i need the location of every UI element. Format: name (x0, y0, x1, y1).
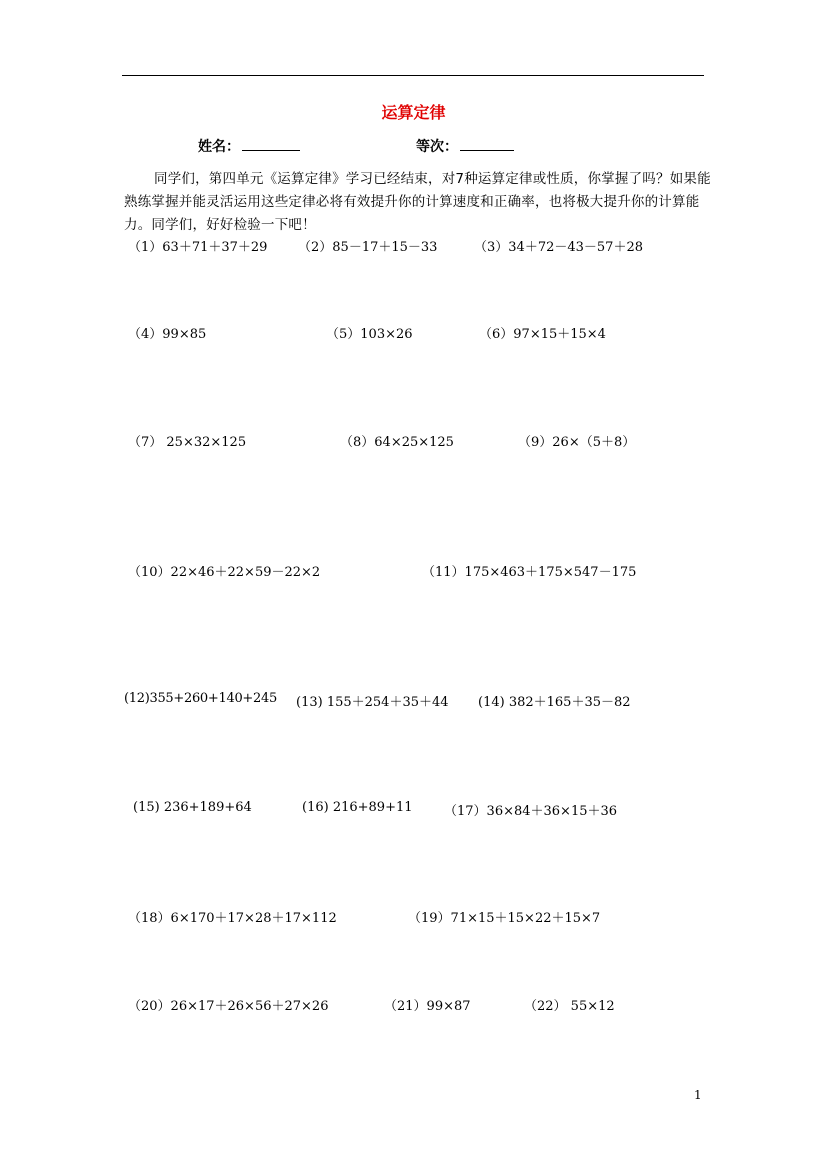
problem-15: (15) 236+189+64 (133, 800, 252, 815)
problem-7: （7） 25×32×125 (128, 435, 247, 450)
problem-1: （1）63＋71＋37＋29 (128, 240, 268, 255)
problem-2: （2）85－17＋15－33 (298, 240, 438, 255)
problem-5: （5）103×26 (326, 327, 413, 342)
problem-12: (12)355+260+140+245 (124, 691, 277, 706)
problem-3: （3）34＋72－43－57＋28 (474, 240, 643, 255)
name-blank (242, 136, 300, 151)
name-label: 姓名： (198, 139, 240, 155)
problem-13: (13) 155＋254＋35＋44 (296, 695, 449, 710)
grade-field (416, 136, 514, 156)
problem-10: （10）22×46＋22×59－22×2 (128, 565, 321, 580)
problem-4: （4）99×85 (128, 327, 207, 342)
page-title: 运算定律 (381, 103, 446, 122)
intro-paragraph: 同学们，第四单元《运算定律》学习已经结束，对7种运算定律或性质，你掌握了吗？如果能熟练掌握并能灵活运用这些定律必将有效提升你的计算速度和正确率，也将极大提升你的计算能力。同学们，好好检验一下吧！ (124, 171, 711, 233)
problem-18: （18）6×170＋17×28＋17×112 (128, 911, 337, 926)
grade-label: 等次： (416, 139, 458, 155)
problem-21: （21）99×87 (384, 999, 471, 1014)
problem-8: （8）64×25×125 (340, 435, 454, 450)
problem-22: （22） 55×12 (524, 999, 615, 1014)
problem-9: （9）26×（5＋8） (518, 435, 636, 450)
header-rule (122, 75, 704, 76)
problem-6: （6）97×15＋15×4 (479, 327, 606, 342)
problem-20: （20）26×17＋26×56＋27×26 (128, 999, 329, 1014)
problem-16: (16) 216+89+11 (302, 800, 413, 815)
problem-19: （19）71×15＋15×22＋15×7 (408, 911, 601, 926)
problem-14: (14) 382＋165＋35－82 (478, 695, 631, 710)
problem-11: （11）175×463＋175×547－175 (422, 565, 637, 580)
problem-17: （17）36×84＋36×15＋36 (444, 804, 618, 819)
grade-blank (460, 136, 514, 151)
name-field (198, 136, 300, 156)
page-number: 1 (694, 1088, 702, 1102)
